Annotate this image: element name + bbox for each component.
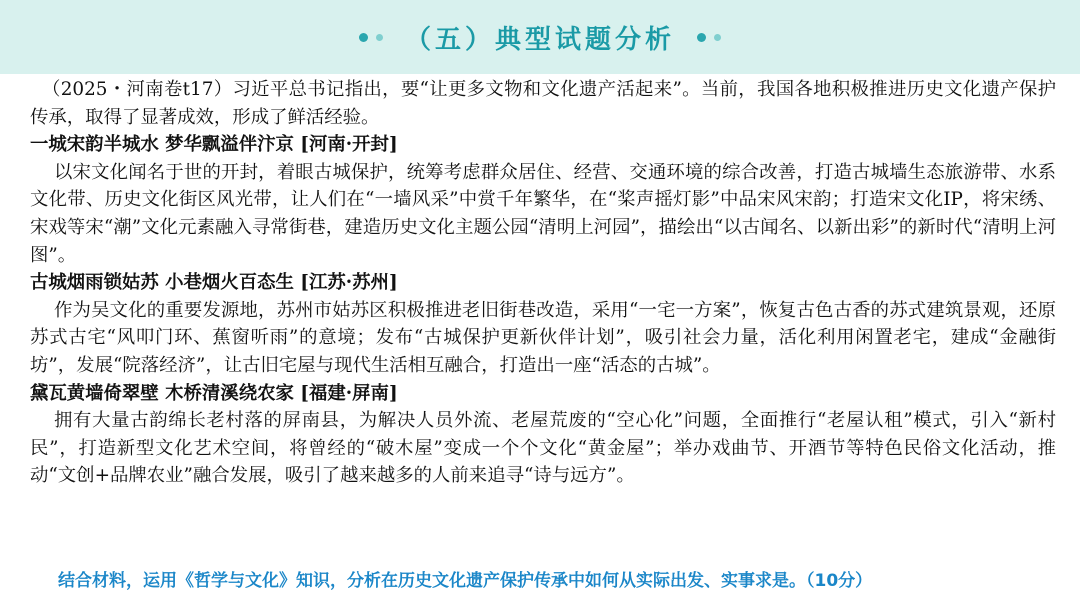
- section-paragraph: 以宋文化闻名于世的开封，着眼古城保护，统筹考虑群众居住、经营、交通环境的综合改善，打造古城墙生态旅游带、水系文化带、历史文化街区风光带，让人们在“一墙风采”中赏千年繁华，在“桨声摇灯影”中品宋风宋韵；打造宋文化IP，将宋绣、宋戏等宋“潮”文化元素融入寻常街巷，建造历史文化主题公园“清明上河园”，描绘出“以古闻名、以新出彩”的新时代“清明上河图”。: [30, 161, 1056, 266]
- slide-header: [0, 0, 1080, 74]
- slide-title: （五）典型试题分析: [404, 24, 675, 55]
- section-subtitle: 古城烟雨锁姑苏 小巷烟火百态生 [江苏·苏州]: [30, 272, 398, 294]
- question-prompt: 结合材料，运用《哲学与文化》知识，分析在历史文化遗产保护传承中如何从实际出发、实事求是。（10分）: [58, 571, 873, 591]
- dot-icon: [376, 34, 383, 41]
- dot-icon: [359, 33, 368, 42]
- right-decoration-dots: [697, 33, 721, 42]
- section-subtitle: 黛瓦黄墙倚翠壁 木桥清溪绕农家 [福建·屏南]: [30, 382, 398, 404]
- section-subtitle: 一城宋韵半城水 梦华飘溢伴汴京 [河南·开封]: [30, 134, 398, 156]
- section-paragraph: 拥有大量古韵绵长老村落的屏南县，为解决人员外流、老屋荒废的“空心化”问题，全面推行“老屋认租”模式，引入“新村民”，打造新型文化艺术空间，将曾经的“破木屋”变成一个个文化“黄金屋”；举办戏曲节、开酒节等特色民俗文化活动，推动“文创+品牌农业”融合发展，吸引了越来越多的人前来追寻“诗与远方”。: [30, 410, 1056, 487]
- left-decoration-dots: [359, 33, 383, 42]
- intro-paragraph: （2025・河南卷t17）习近平总书记指出，要“让更多文物和文化遗产活起来”。当前，我国各地积极推进历史文化遗产保护传承，取得了显著成效，形成了鲜活经验。: [30, 79, 1056, 128]
- header-inner: [359, 19, 721, 56]
- dot-icon: [697, 33, 706, 42]
- section-paragraph: 作为吴文化的重要发源地，苏州市姑苏区积极推进老旧街巷改造，采用“一宅一方案”，恢复古色古香的苏式建筑景观，还原苏式古宅“风叩门环、蕉窗听雨”的意境；发布“古城保护更新伙伴计划”，吸引社会力量，活化利用闲置老宅，建成“金融街坊”，发展“院落经济”，让古旧宅屋与现代生活相互融合，打造出一座“活态的古城”。: [30, 299, 1056, 376]
- dot-icon: [714, 34, 721, 41]
- material-text: [30, 76, 1056, 490]
